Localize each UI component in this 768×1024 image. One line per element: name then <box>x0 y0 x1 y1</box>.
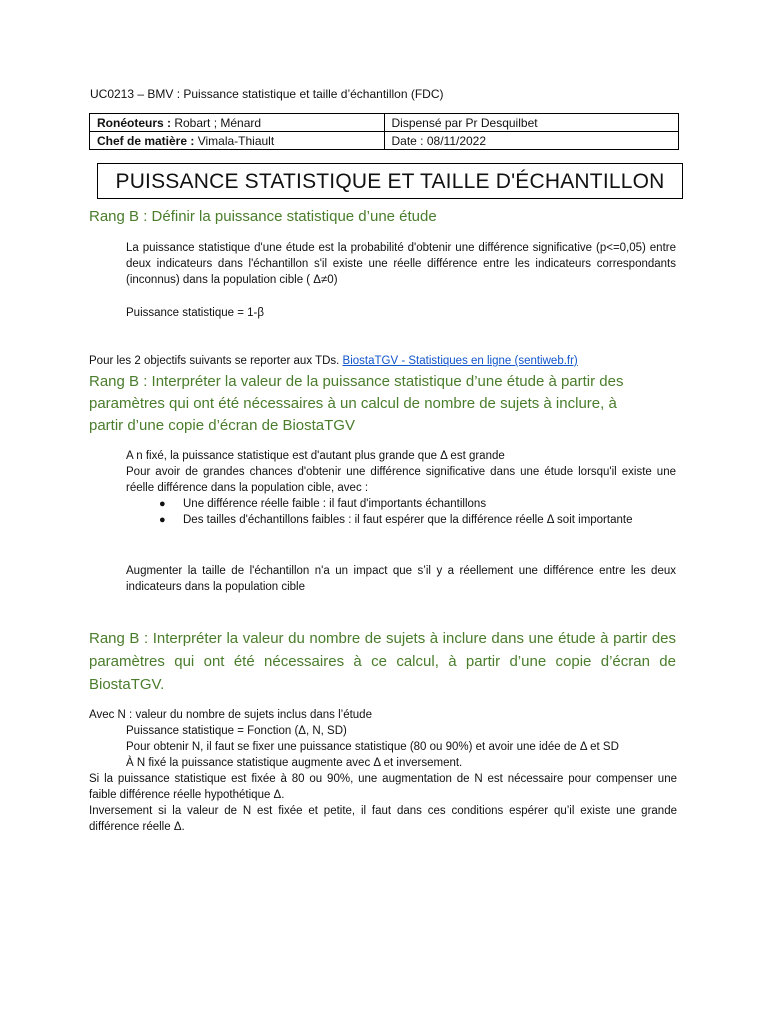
section2-bullets <box>159 496 676 528</box>
section3-line6: Inversement si la valeur de N est fixée et petite, il faut dans ces conditions espérer qu’il existe une grande différence réelle Δ. <box>89 805 677 833</box>
section3-line2: Puissance statistique = Fonction (Δ, N, SD) <box>126 725 347 737</box>
section2-line2: Pour avoir de grandes chances d'obtenir une différence significative dans une étude lorsqu'il existe une réelle différence dans la population cible, avec : <box>126 466 676 494</box>
info-table <box>89 113 679 150</box>
section3-line3: Pour obtenir N, il faut se fixer une puissance statistique (80 ou 90%) et avoir une idée de Δ et SD <box>126 741 619 753</box>
chef-label: Chef de matière : <box>97 133 198 148</box>
course-header: UC0213 – BMV : Puissance statistique et taille d’échantillon (FDC) <box>90 87 444 101</box>
section2-heading: Rang B : Interpréter la valeur de la puissance statistique d’une étude à partir des paramètres qui ont été nécessaires à un calcul de nombre de sujets à inclure, à partir d’une copie d’écran de BiostaTGV <box>89 373 624 434</box>
objectives-note <box>89 353 578 369</box>
objectives-note-text: Pour les 2 objectifs suivants se reporter aux TDs. <box>89 355 343 367</box>
section2-conclusion: Augmenter la taille de l'échantillon n'a un impact que s’il y a réellement une différence entre les deux indicateurs dans la population cible <box>126 565 676 593</box>
biostatgv-link[interactable]: BiostaTGV - Statistiques en ligne (sentiweb.fr) <box>342 355 578 367</box>
page-title: PUISSANCE STATISTIQUE ET TAILLE D'ÉCHANTILLON <box>97 163 683 199</box>
section3-body <box>89 707 677 835</box>
section1-paragraph: La puissance statistique d'une étude est la probabilité d'obtenir une différence significative (p<=0,05) entre deux indicateurs dans l'échantillon s'il existe une réelle différence entre les indicateurs correspondants (inconnus) dans la population cible ( Δ≠0) <box>126 242 676 286</box>
bullet-item: ● Des tailles d'échantillons faibles : il faut espérer que la différence réelle Δ soit importante <box>159 512 676 528</box>
roneoteurs-label: Ronéoteurs : <box>97 115 175 130</box>
chef-cell <box>90 132 385 150</box>
section2-body <box>126 448 676 528</box>
section3-line4: À N fixé la puissance statistique augmente avec Δ et inversement. <box>126 757 463 769</box>
section2-line1: A n fixé, la puissance statistique est d'autant plus grande que Δ est grande <box>126 450 505 462</box>
power-formula: Puissance statistique = 1-β <box>126 307 264 319</box>
section3-line5: Si la puissance statistique est fixée à 80 ou 90%, une augmentation de N est nécessaire pour compenser une faible différence réelle hypothétique Δ. <box>89 773 677 801</box>
dispense-cell: Dispensé par Pr Desquilbet <box>384 114 679 132</box>
roneoteurs-value: Robart ; Ménard <box>174 115 262 130</box>
roneoteurs-cell <box>90 114 385 132</box>
section3-line1: Avec N : valeur du nombre de sujets inclus dans l’étude <box>89 709 372 721</box>
section3-heading: Rang B : Interpréter la valeur du nombre de sujets à inclure dans une étude à partir des paramètres qui ont été nécessaires à ce calcul, à partir d’une copie d’écran de BiostaTGV. <box>89 630 676 693</box>
section1-heading: Rang B : Définir la puissance statistique d’une étude <box>89 208 437 225</box>
chef-value: Vimala-Thiault <box>197 133 275 148</box>
date-cell: Date : 08/11/2022 <box>384 132 679 150</box>
bullet-item: ● Une différence réelle faible : il faut d'importants échantillons <box>159 496 676 512</box>
